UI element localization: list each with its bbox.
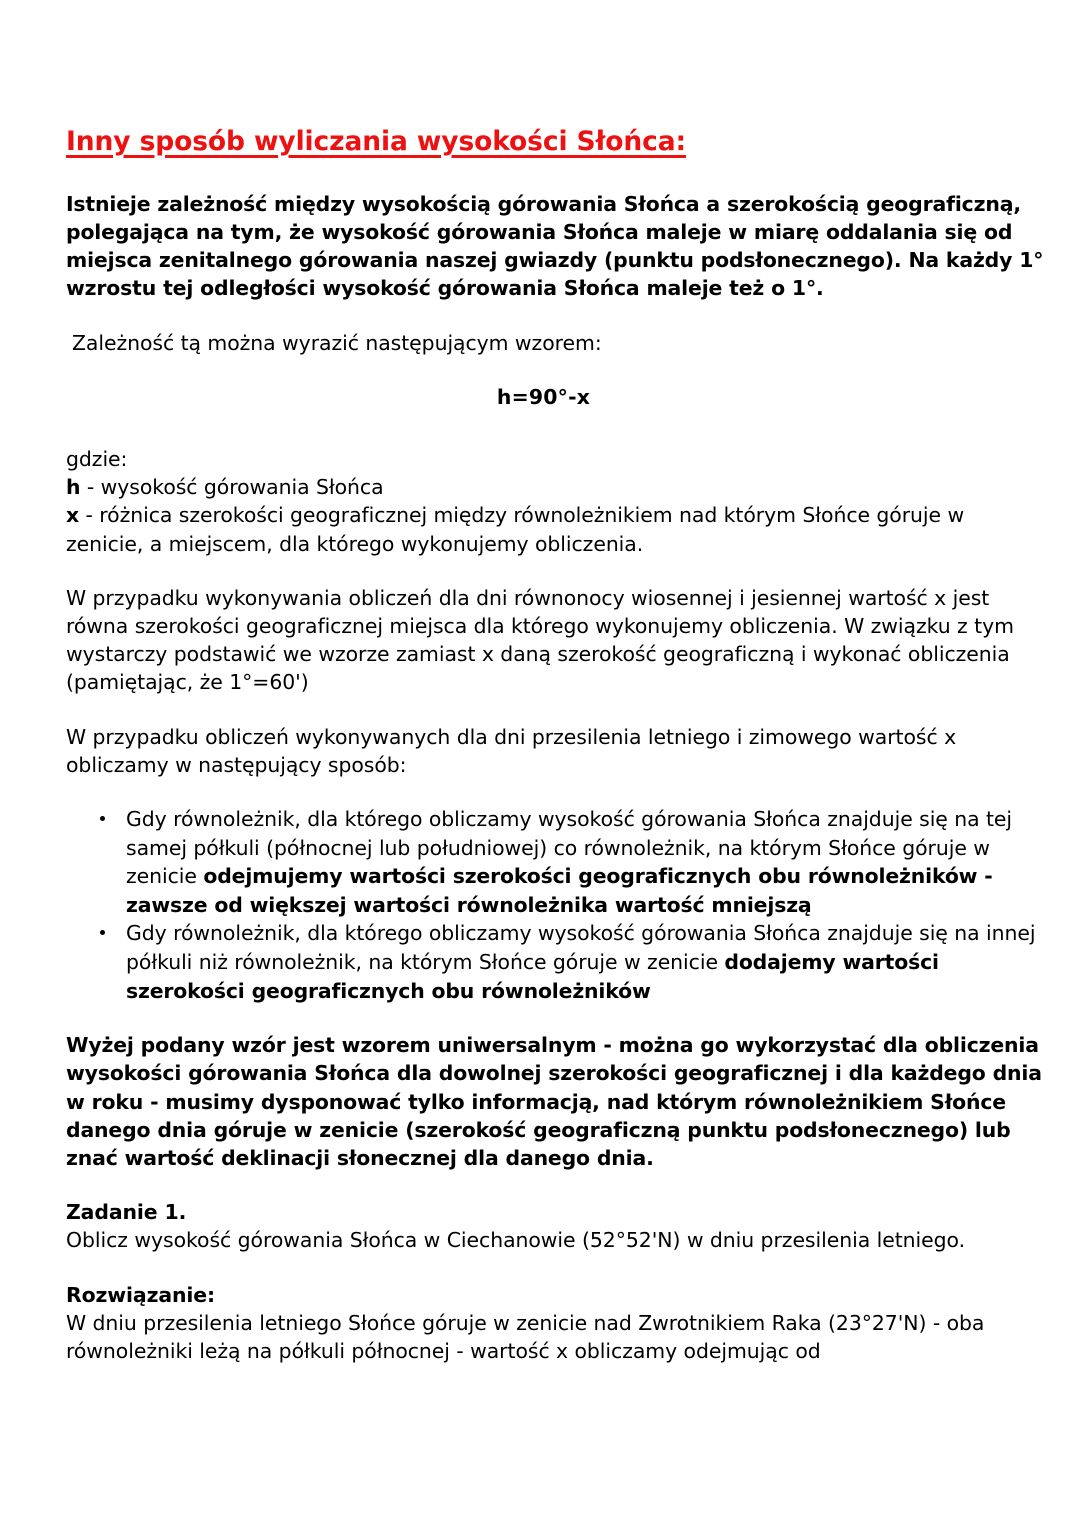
list-item xyxy=(66,919,1041,1005)
formula-expression: h=90°-x xyxy=(496,384,591,409)
spacer xyxy=(66,1255,1044,1281)
spacer xyxy=(66,1005,1044,1031)
definition-text-h: - wysokość górowania Słońca xyxy=(80,475,384,500)
spacer xyxy=(66,558,1044,584)
document-content xyxy=(66,126,1044,1365)
paragraph-solstice-lead: W przypadku obliczeń wykonywanych dla dni przesilenia letniego i zimowego wartość x obliczamy w następujący sposób: xyxy=(66,724,957,777)
list-item xyxy=(66,805,1041,919)
list-item-text-bold: odejmujemy wartości szerokości geograficznych obu równoleżników - zawsze od większej wartości równoleżnika wartość mniejszą xyxy=(126,864,993,917)
list-item-text-bold: dodajemy wartości szerokości geograficznych obu równoleżników xyxy=(126,950,939,1003)
bullet-icon xyxy=(100,816,105,821)
definition-symbol-h: h xyxy=(66,475,81,500)
paragraph-universal-formula: Wyżej podany wzór jest wzorem uniwersalnym - można go wykorzystać dla obliczenia wysokości górowania Słońca dla dowolnej szerokości geograficznej i dla każdego dnia w roku - musimy dysponować tylko informacją, nad którym równoleżnikiem Słońce danego dnia góruje w zenicie (szerokość geograficzną punktu podsłonecznego) lub znać wartość deklinacji słonecznej dla danego dnia. xyxy=(66,1033,1042,1171)
paragraph-equinox: W przypadku wykonywania obliczeń dla dni równonocy wiosennej i jesiennej wartość x jest równa szerokości geograficznej miejsca dla którego wykonujemy obliczenia. W związku z tym wystarczy podstawić we wzorze zamiast x daną szerokość geograficzną i wykonać obliczenia (pamiętając, że 1°=60') xyxy=(66,585,1014,695)
task-heading: Zadanie 1. xyxy=(66,1200,187,1225)
list-item-text-normal: Gdy równoleżnik, dla którego obliczamy wysokość górowania Słońca znajduje się na innej półkuli niż równoleżnik, na którym Słońce góruje w zenicie xyxy=(126,921,1036,975)
definition-x xyxy=(66,501,1044,557)
formula-lead-text: Zależność tą można wyrazić następującym wzorem: xyxy=(72,330,602,355)
spacer xyxy=(66,1172,1044,1198)
rules-list xyxy=(66,805,1044,1005)
where-label: gdzie: xyxy=(66,447,128,472)
definition-symbol-x: x xyxy=(66,503,80,528)
solution-text: W dniu przesilenia letniego Słońce góruje w zenicie nad Zwrotnikiem Raka (23°27'N) - oba równoleżniki leżą na półkuli północnej - wartość x obliczamy odejmując od xyxy=(66,1310,985,1364)
definition-h xyxy=(66,473,1044,501)
list-item-text-normal: Gdy równoleżnik, dla którego obliczamy wysokość górowania Słońca znajduje się na tej samej półkuli (północnej lub południowej) co równoleżnik, na którym Słońce góruje w zenicie xyxy=(126,807,1013,889)
solution-heading: Rozwiązanie: xyxy=(66,1282,216,1307)
spacer xyxy=(66,357,1044,383)
task-text: Oblicz wysokość górowania Słońca w Ciechanowie (52°52'N) w dniu przesilenia letniego. xyxy=(66,1228,966,1253)
page-title: Inny sposób wyliczania wysokości Słońca: xyxy=(66,126,687,157)
bullet-icon xyxy=(100,930,105,935)
definition-text-x: - różnica szerokości geograficznej między równoleżnikiem nad którym Słońce góruje w zenicie, a miejscem, dla którego wykonujemy obliczenia. xyxy=(66,503,965,556)
spacer xyxy=(66,779,1044,805)
spacer xyxy=(66,303,1044,329)
intro-paragraph: Istnieje zależność między wysokością górowania Słońca a szerokością geograficzną, polegająca na tym, że wysokość górowania Słońca maleje w miarę oddalania się od miejsca zenitalnego górowania naszej gwiazdy (punktu podsłonecznego). Na każdy 1° wzrostu tej odległości wysokość górowania Słońca maleje też o 1°. xyxy=(66,191,1044,301)
spacer xyxy=(66,411,1044,445)
spacer xyxy=(66,697,1044,723)
